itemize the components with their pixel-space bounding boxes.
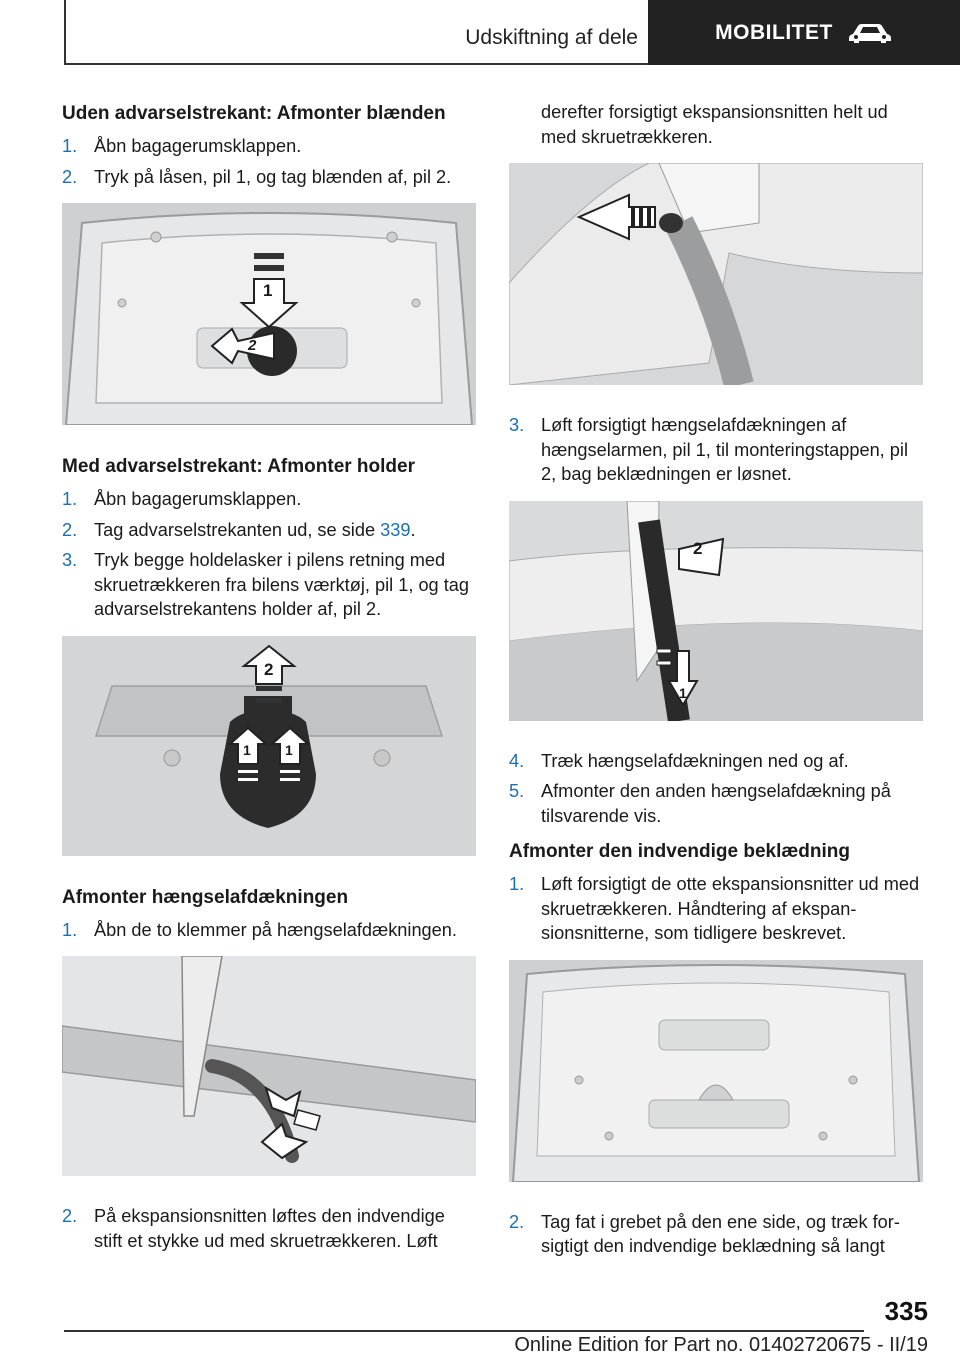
steps-inner-trim bbox=[509, 872, 923, 946]
figure-triangle-holder: 2 1 1 bbox=[62, 636, 476, 856]
section-heading-inner-trim: Afmonter den indvendige beklædning bbox=[509, 841, 850, 862]
list-item: 1. Åbn bagagerumsklappen. bbox=[62, 136, 302, 156]
list-item: 2. Tryk på låsen, pil 1, og tag blænden af, pil 2. bbox=[62, 166, 452, 187]
right-column bbox=[509, 100, 923, 1269]
list-item: 3. Løft forsigtigt hængselafdækningen af hængselarmen, pil 1, til monteringstappen, pil 2, bag beklædningen er løsnet. bbox=[509, 415, 908, 484]
list-item: 5. Afmonter den anden hængselafdækning på tilsvarende vis. bbox=[509, 781, 891, 826]
section-heading-holder: Med advarselstrekant: Afmonter holder bbox=[62, 456, 415, 477]
list-item: 4. Træk hængselafdækningen ned og af. bbox=[509, 750, 849, 771]
figure-trunk-lid-blind: 1 2 bbox=[62, 203, 476, 425]
page-link-339[interactable]: 339 bbox=[380, 519, 411, 540]
list-item: 2. På ekspansionsnitten løftes den indvendige stift et stykke ud med skruetrækkeren. Løft bbox=[62, 1206, 445, 1251]
edition-note: Online Edition for Part no. 01402720675 - II/19 bbox=[514, 1334, 928, 1356]
list-item: 3. Tryk begge holdelasker i pilens retning med skruetrækkeren fra bilens værktøj, pil 1, og tag advarselstrekantens holder af, pil 2. bbox=[62, 550, 470, 619]
steps-lift-cover bbox=[509, 413, 923, 487]
steps-hinge-cover-cont bbox=[62, 1204, 476, 1253]
list-item: 1. Åbn bagagerumsklappen. bbox=[62, 489, 302, 509]
steps-inner-trim-cont bbox=[509, 1210, 923, 1259]
steps-blind bbox=[62, 134, 476, 189]
section-title: Udskiftning af dele bbox=[465, 26, 638, 49]
page-number: 335 bbox=[884, 1296, 928, 1326]
footer-rule bbox=[64, 1330, 864, 1332]
list-item: 1. Åbn de to klemmer på hængselafdækningen. bbox=[62, 919, 457, 940]
left-column bbox=[62, 100, 476, 1263]
steps-remove-cover bbox=[509, 749, 923, 829]
steps-holder bbox=[62, 487, 476, 622]
header-rule-horizontal bbox=[64, 63, 648, 65]
figure-hinge-clips bbox=[62, 956, 476, 1176]
continuation-text: derefter forsigtigt ekspansionsnitten helt ud med skruetrækkeren. bbox=[541, 102, 888, 147]
figure-hinge-arm: 2 1 bbox=[509, 501, 923, 721]
figure-expansion-rivet bbox=[509, 163, 923, 385]
section-heading-blind: Uden advarselstrekant: Afmonter blænden bbox=[62, 103, 446, 124]
steps-hinge-cover bbox=[62, 918, 476, 943]
list-item: 1. Løft forsigtigt de otte ekspansionsnitter ud med skruetrækkeren. Håndtering af ekspansionsnitterne, som tidligere beskrevet. bbox=[509, 874, 920, 943]
header-rule-vertical bbox=[64, 0, 66, 64]
list-item: 2. Tag fat i grebet på den ene side, og træk forsigtigt den indvendige beklædning så langt bbox=[509, 1211, 900, 1256]
section-heading-hinge-cover: Afmonter hængselafdækningen bbox=[62, 886, 349, 908]
list-item: 2. Tag advarselstrekanten ud, se side 339. bbox=[62, 519, 416, 540]
chapter-tab bbox=[648, 0, 960, 65]
car-icon bbox=[847, 21, 893, 45]
chapter-title: MOBILITET bbox=[715, 20, 833, 44]
figure-inner-trim bbox=[509, 960, 923, 1182]
